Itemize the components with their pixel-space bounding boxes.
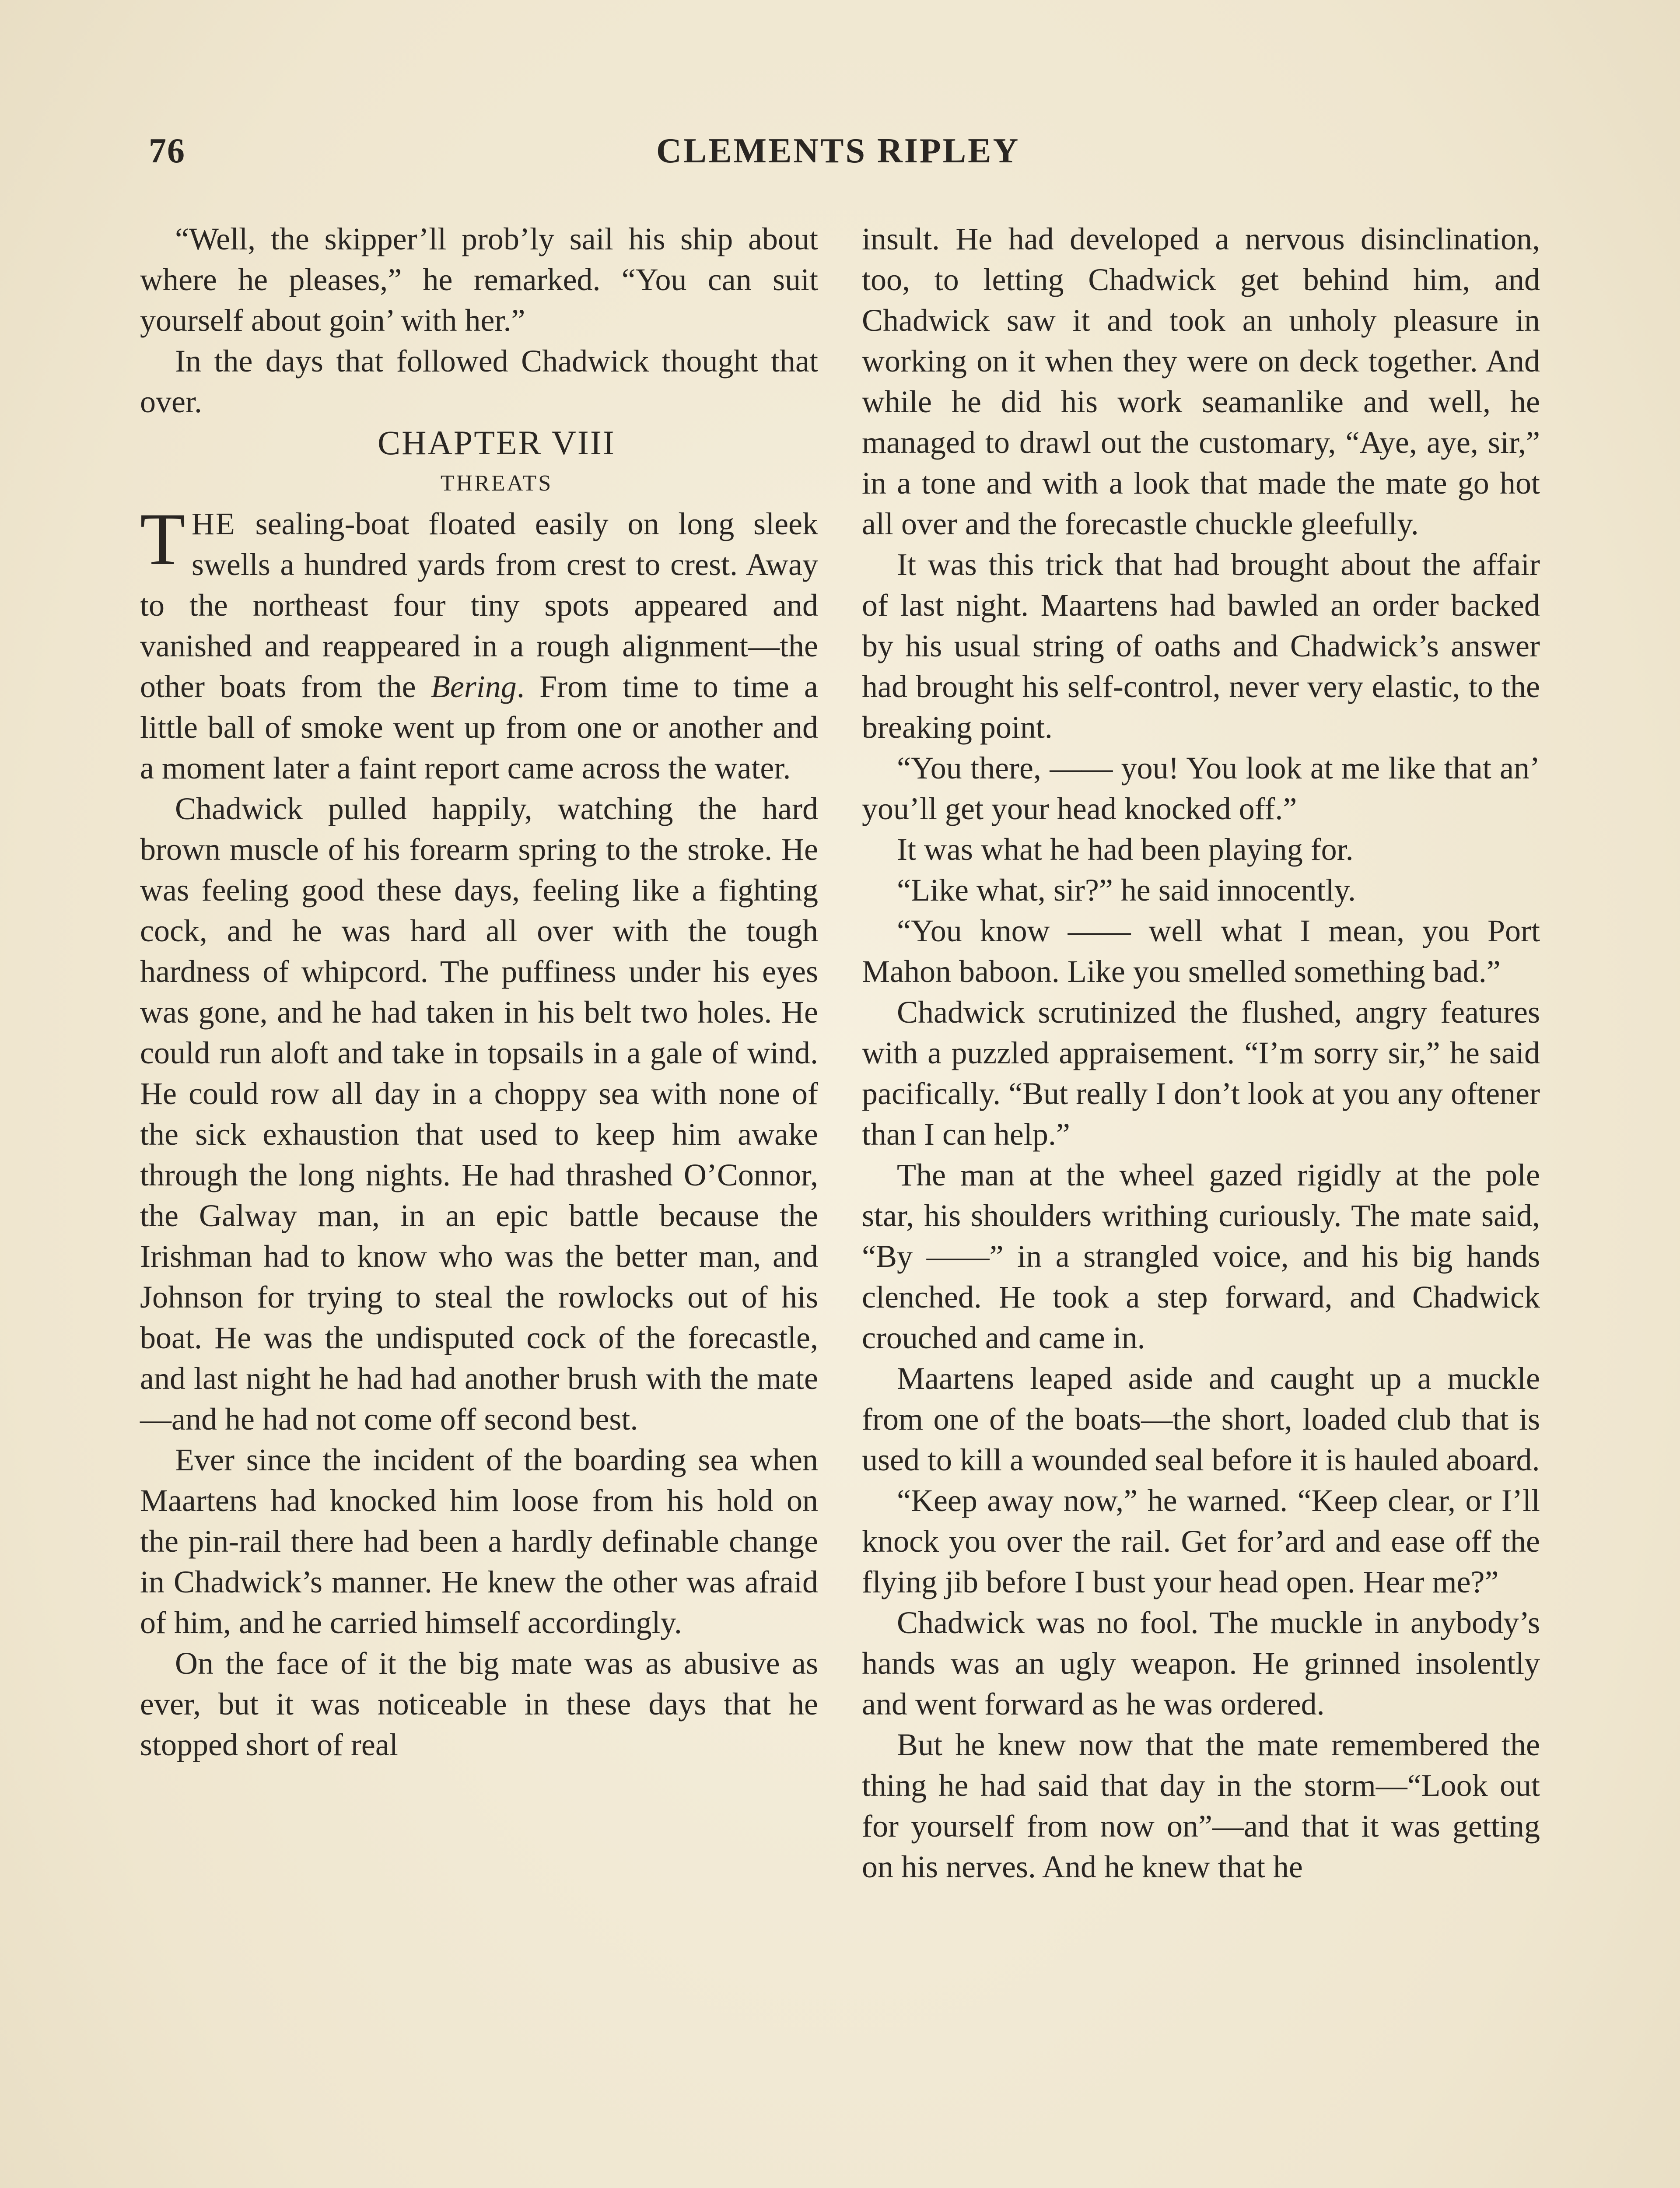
left-column (140, 219, 818, 1765)
page-header (149, 131, 1549, 179)
paragraph-text: . From time to time a little ball of smoke went up from one or another and a moment later a faint report came across the water. (140, 669, 818, 785)
paragraph: It was this trick that had brought about the affair of last night. Maartens had bawled an order backed by his usual string of oaths and Chadwick’s answer had brought his self-control, never very elastic, to the breaking point. (862, 547, 1540, 745)
paragraph: Maartens leaped aside and caught up a muckle from one of the boats—the short, loaded club that is used to kill a wounded seal before it is hauled aboard. (862, 1361, 1540, 1477)
paragraph: In the days that followed Chadwick thought that over. (140, 344, 818, 419)
paragraph: Ever since the incident of the boarding sea when Maartens had knocked him loose from his hold on the pin-rail there had been a hardly definable change in Chadwick’s manner. He knew the other was afraid of him, and he carried himself accordingly. (140, 1442, 818, 1640)
running-head: CLEMENTS RIPLEY (656, 132, 1020, 170)
paragraph: “You know —— well what I mean, you Port Mahon baboon. Like you smelled something bad.” (862, 913, 1540, 989)
paragraph: Chadwick scrutinized the flushed, angry features with a puzzled appraisement. “I’m sorry sir,” he said pacifically. “But really I don’t look at you any oftener than I can help.” (862, 995, 1540, 1152)
paragraph: The man at the wheel gazed rigidly at the pole star, his shoulders writhing curiously. The mate said, “By ——” in a strangled voice, and his big hands clenched. He took a step forward, and Chadwick crouched and came in. (862, 1157, 1540, 1355)
paragraph: Chadwick pulled happily, watching the hard brown muscle of his forearm spring to the stroke. He was feeling good these days, feeling like a fighting cock, and he was hard all over with the tough hardness of whipcord. The puffiness under his eyes was gone, and he had taken in his belt two holes. He could run aloft and take in topsails in a gale of wind. He could row all day in a choppy sea with none of the sick exhaustion that used to keep him awake through the long nights. He had thrashed O’Connor, the Galway man, in an epic battle because the Irishman had to know who was the better man, and Johnson for trying to steal the rowlocks out of his boat. He was the undisputed cock of the forecastle, and last night he had had another brush with the mate—and he had not come off second best. (140, 791, 818, 1437)
chapter-title: CHAPTER VIII (378, 424, 616, 462)
paragraph: Chadwick was no fool. The muckle in anybody’s hands was an ugly weapon. He grinned insolently and went forward as he was ordered. (862, 1605, 1540, 1722)
paragraph: But he knew now that the mate remembered the thing he had said that day in the storm—“Look out for yourself from now on”—and that it was getting on his nerves. And he knew that he (862, 1727, 1540, 1884)
chapter-subtitle: THREATS (440, 471, 553, 496)
ship-name: Bering (430, 669, 517, 704)
paragraph: It was what he had been playing for. (897, 832, 1354, 867)
page-number: 76 (149, 132, 186, 170)
paragraph-text: sealing-boat floated easily on long sleek swells a hundred yards from crest to crest. Away to the northeast four tiny spots appeared and vanished and reappeared in a rough alignment—the other boats from the (140, 506, 818, 704)
paragraph: On the face of it the big mate was as abusive as ever, but it was noticeable in these days that he stopped short of real (140, 1646, 818, 1762)
chapter-opening-paragraph (140, 498, 818, 789)
paragraph: “Like what, sir?” he said innocently. (897, 873, 1356, 908)
paragraph: “Well, the skipper’ll prob’ly sail his ship about where he pleases,” he remarked. “You can suit yourself about goin’ with her.” (140, 221, 818, 338)
paragraph: “Keep away now,” he warned. “Keep clear, or I’ll knock you over the rail. Get for’ard and ease off the flying jib before I bust your head open. Hear me?” (862, 1483, 1540, 1599)
paragraph: “You there, —— you! You look at me like that an’ you’ll get your head knocked off.” (862, 750, 1540, 826)
small-caps-word: HE (191, 506, 236, 541)
paragraph: insult. He had developed a nervous disinclination, too, to letting Chadwick get behind him, and Chadwick saw it and took an unholy pleasure in working on it when they were on deck together. And while he did his work seamanlike and well, he managed to drawl out the customary, “Aye, aye, sir,” in a tone and with a look that made the mate go hot all over and the forecastle chuckle gleefully. (862, 221, 1540, 541)
drop-cap: T (140, 498, 186, 580)
right-column (862, 219, 1540, 1887)
